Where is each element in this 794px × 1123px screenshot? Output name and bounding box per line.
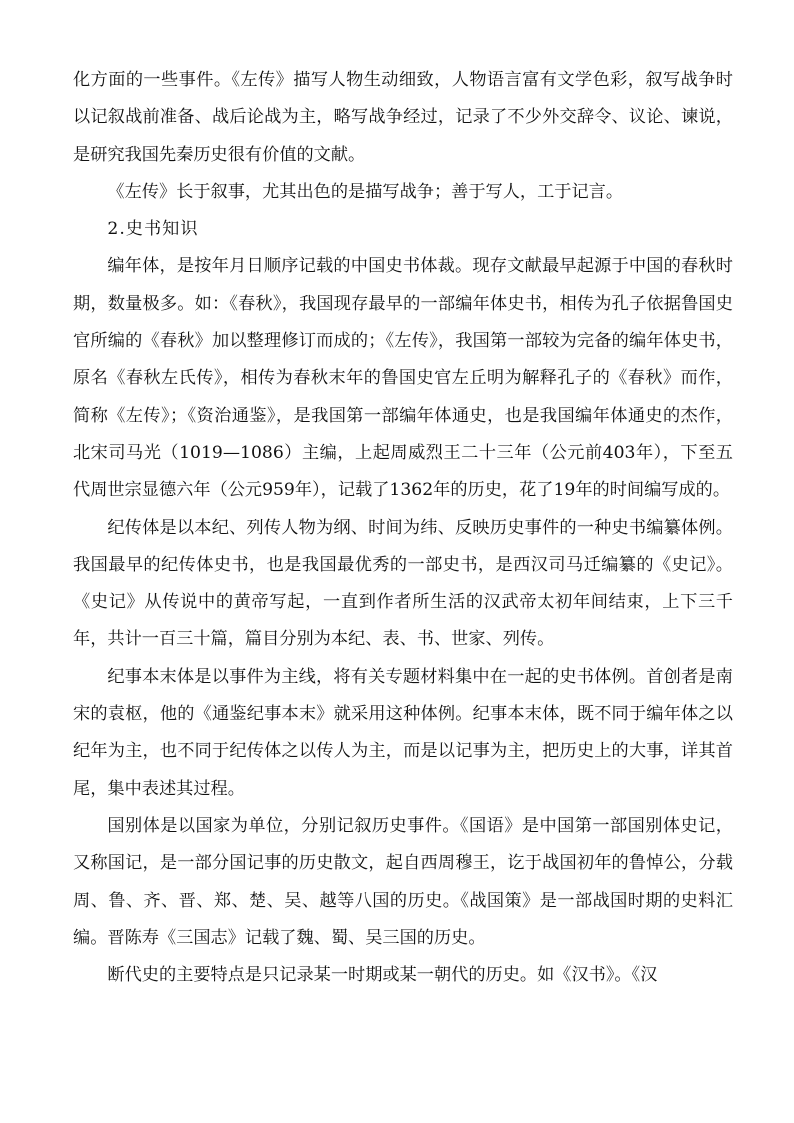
paragraph-zuozhuan-continued: 化方面的一些事件。《左传》描写人物生动细致，人物语言富有文学色彩，叙写战争时以记叙战前准备、战后论战为主，略写战争经过，记录了不少外交辞令、议论、谏说，是研究我国先秦历史很有价值的文献。 (73, 70, 733, 165)
paragraph-dynastic-history: 断代史的主要特点是只记录某一时期或某一朝代的历史。如《汉书》。《汉 (107, 965, 658, 986)
paragraph-state-style: 国别体是以国家为单位，分别记叙历史事件。《国语》是中国第一部国别体史记，又称国记，是一部分国记事的历史散文，起自西周穆王，讫于战国初年的鲁悼公，分载周、鲁、齐、晋、郑、楚、吴、越等八国的历史。《战国策》是一部战国时期的史料汇编。晋陈寿《三国志》记载了魏、蜀、吴三国的历史。 (73, 815, 733, 948)
section-heading-history-books: 2.史书知识 (107, 219, 199, 240)
document-body (73, 62, 733, 994)
paragraph-topical-style: 纪事本末体是以事件为主线，将有关专题材料集中在一起的史书体例。首创者是南宋的袁枢，他的《通鉴纪事本末》就采用这种体例。纪事本末体，既不同于编年体之以纪年为主，也不同于纪传体之以传人为主，而是以记事为主，把历史上的大事，详其首尾，集中表述其过程。 (73, 666, 733, 799)
paragraph-biographical-style: 纪传体是以本纪、列传人物为纲、时间为纬、反映历史事件的一种史书编纂体例。我国最早的纪传体史书，也是我国最优秀的一部史书，是西汉司马迁编纂的《史记》。《史记》从传说中的黄帝写起，一直到作者所生活的汉武帝太初年间结束，上下三千年，共计一百三十篇，篇目分别为本纪、表、书、世家、列传。 (73, 517, 733, 650)
paragraph-zuozhuan-summary: 《左传》长于叙事，尤其出色的是描写战争；善于写人，工于记言。 (107, 181, 624, 202)
paragraph-chronicle-style: 编年体，是按年月日顺序记载的中国史书体裁。现存文献最早起源于中国的春秋时期，数量极多。如：《春秋》，我国现存最早的一部编年体史书，相传为孔子依据鲁国史官所编的《春秋》加以整理修订而成的；《左传》，我国第一部较为完备的编年体史书，原名《春秋左氏传》，相传为春秋末年的鲁国史官左丘明为解释孔子的《春秋》而作，简称《左传》；《资治通鉴》，是我国第一部编年体通史，也是我国编年体通史的杰作，北宋司马光（1019—1086）主编，上起周威烈王二十三年（公元前403年），下至五代周世宗显德六年（公元959年），记载了1362年的历史，花了19年的时间编写成的。 (73, 256, 733, 501)
